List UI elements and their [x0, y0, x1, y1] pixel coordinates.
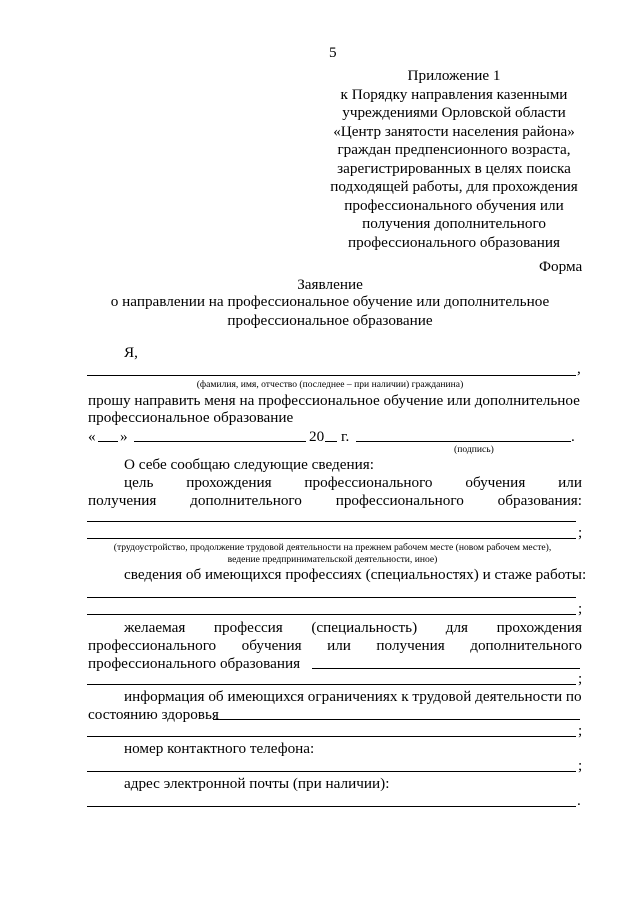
appendix-line: подходящей работы, для прохождения [330, 178, 578, 195]
request-line: профессиональное образование [88, 409, 294, 426]
document-subtitle: профессиональное образование [227, 312, 433, 329]
goal-line [124, 474, 582, 491]
year-field[interactable] [325, 441, 337, 442]
desired-line [124, 619, 582, 636]
final-dot: . [577, 792, 581, 809]
comma: , [577, 360, 581, 377]
health-field[interactable] [213, 719, 580, 720]
health-line: информация об имеющихся ограничениях к трудовой деятельности по [124, 688, 582, 705]
semicolon: ; [578, 600, 583, 617]
about-label: О себе сообщаю следующие сведения: [124, 456, 374, 473]
day-field[interactable] [98, 441, 118, 442]
goal-word: образования: [497, 492, 582, 509]
goal-word: профессионального [335, 492, 464, 509]
year-suffix: г. [341, 428, 350, 445]
goal-word: или [558, 474, 582, 491]
desired-word: профессионального [88, 637, 217, 654]
desired-word: (специальность) [311, 619, 418, 636]
appendix-line: зарегистрированных в целях поиска [337, 160, 571, 177]
semicolon: ; [578, 524, 583, 541]
desired-line [88, 637, 582, 654]
semicolon: ; [578, 722, 583, 739]
request-line: прошу направить меня на профессиональное обучение или дополнительное [88, 392, 580, 409]
goal-word: обучения [465, 474, 526, 491]
goal-word: дополнительного [190, 492, 302, 509]
page-number: 5 [329, 44, 337, 61]
health-line: состоянию здоровья [88, 706, 219, 723]
fio-field[interactable] [87, 375, 576, 376]
desired-word: или [327, 637, 351, 654]
semicolon: ; [578, 670, 583, 687]
email-label: адрес электронной почты (при наличии): [124, 775, 390, 792]
document-title: Заявление [297, 276, 363, 293]
desired-word: обучения [241, 637, 302, 654]
phone-label: номер контактного телефона: [124, 740, 315, 757]
quote-open: « [88, 428, 96, 445]
appendix-title: Приложение 1 [407, 67, 501, 84]
desired-field[interactable] [87, 684, 576, 685]
appendix-line: граждан предпенсионного возраста, [337, 141, 571, 158]
goal-hint: ведение предпринимательской деятельности, иное) [227, 554, 438, 565]
form-label: Форма [539, 258, 583, 275]
desired-word: прохождения [496, 619, 582, 636]
desired-word: получения [376, 637, 445, 654]
goal-field[interactable] [87, 521, 576, 522]
appendix-line: «Центр занятости населения района» [333, 123, 575, 140]
email-field[interactable] [87, 806, 576, 807]
desired-word: желаемая [124, 619, 186, 636]
appendix-line: учреждениями Орловской области [342, 104, 566, 121]
year-prefix: 20 [309, 428, 325, 445]
goal-word: цель [124, 474, 154, 491]
end-dot: . [571, 428, 575, 445]
desired-word: профессия [213, 619, 283, 636]
professions-label: сведения об имеющихся профессиях (специальностях) и стаже работы: [124, 566, 587, 583]
desired-word: дополнительного [470, 637, 582, 654]
goal-line [88, 492, 582, 509]
semicolon: ; [578, 757, 583, 774]
signature-hint: (подпись) [454, 444, 494, 455]
professions-field[interactable] [87, 614, 576, 615]
desired-line: профессионального образования [88, 655, 301, 672]
appendix-line: получения дополнительного [362, 215, 546, 232]
goal-hint: (трудоустройство, продолжение трудовой деятельности на прежнем рабочем месте (новом рабочем месте), [113, 542, 552, 553]
appendix-line: к Порядку направления казенными [340, 86, 568, 103]
appendix-line: профессионального образования [347, 234, 561, 251]
goal-field[interactable] [87, 538, 576, 539]
quote-close: » [120, 428, 128, 445]
signature-field[interactable] [356, 441, 571, 442]
appendix-line: профессионального обучения или [344, 197, 564, 214]
goal-word: получения [88, 492, 157, 509]
month-field[interactable] [134, 441, 306, 442]
phone-field[interactable] [87, 771, 576, 772]
desired-word: для [445, 619, 469, 636]
desired-field[interactable] [312, 668, 580, 669]
ya-label: Я, [124, 344, 138, 361]
goal-word: прохождения [186, 474, 272, 491]
goal-word: профессионального [304, 474, 433, 491]
health-field[interactable] [87, 736, 576, 737]
fio-hint: (фамилия, имя, отчество (последнее – при наличии) гражданина) [196, 379, 464, 390]
document-subtitle: о направлении на профессиональное обучение или дополнительное [110, 293, 550, 310]
professions-field[interactable] [87, 597, 576, 598]
